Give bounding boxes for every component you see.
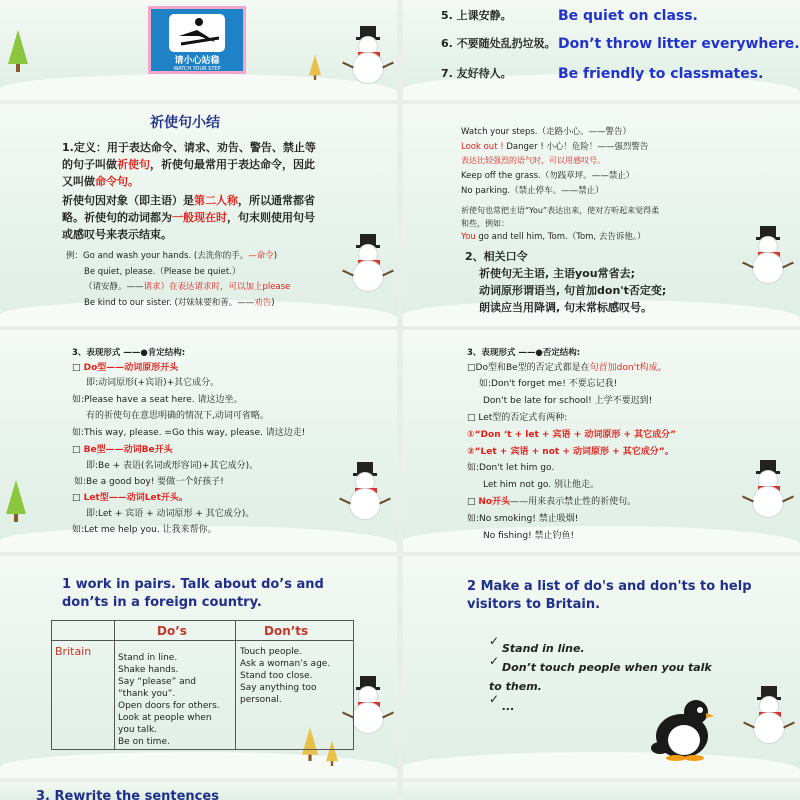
be-type-formula: 即:Be + 表语(名词或形容词)+其它成分)。	[86, 461, 259, 471]
example-1: 例：Go and wash your hands. (去洗你的手。—命令)	[66, 251, 278, 261]
negative-rule: □Do型和Be型的否定式都是在句首加don't构成。	[467, 363, 667, 373]
tree-icon	[8, 30, 28, 64]
list-item: Be on time.	[118, 737, 170, 747]
mnemonic-line-2: 动词原形谓语当, 句首加don't否定变;	[479, 284, 667, 297]
sign-title: 请小心站稳	[174, 56, 220, 66]
form-heading: 3、表现形式 ——●否定结构:	[467, 348, 581, 358]
rule-7-cn: 7. 友好待人。	[441, 67, 512, 80]
let-negative-example-1: 如:Don't let him go.	[467, 463, 555, 473]
snowman-icon	[748, 448, 788, 518]
let-type-example: 如:Let me help you. 让我来帮你。	[72, 525, 217, 535]
example-keep-off: Keep off the grass.（勿践草坪。——禁止）	[461, 171, 635, 181]
slide-class-rules	[403, 0, 800, 100]
list-item: Stand in line.	[118, 653, 178, 663]
slide-watch-your-step	[0, 0, 397, 100]
mnemonic-line-3: 朗读应当用降调, 句末常标感叹号。	[479, 301, 653, 314]
form-heading: 3、表现形式 ——●肯定结构:	[72, 348, 186, 358]
slide-pair-work	[0, 556, 397, 778]
subject-line-3: 或感叹号来表示结束。	[62, 228, 172, 241]
list-item: to them.	[489, 680, 542, 693]
list-item: “thank you”.	[118, 689, 176, 699]
dos-list	[118, 652, 220, 748]
donts-list	[240, 646, 330, 706]
list-item: Ask a woman’s age.	[240, 659, 331, 669]
be-type-example: 如:Be a good boy! 要做一个好孩子!	[74, 477, 224, 487]
let-negative-form-1: ①“Don ‘t + let + 宾语 + 动词原形 + 其它成分”	[467, 430, 677, 440]
task-title-line-2: visitors to Britain.	[467, 597, 601, 612]
list-item: Say “please” and	[118, 677, 197, 687]
list-item: you talk.	[118, 725, 158, 735]
watch-step-sign	[148, 6, 246, 74]
let-negative-example-2: Let him not go. 别让他走。	[483, 480, 599, 490]
rule-7-en: Be friendly to classmates.	[558, 66, 764, 82]
list-item: personal.	[240, 695, 282, 705]
snowman-icon	[348, 664, 388, 734]
negative-example-1: 如:Don't forget me! 不要忘记我!	[479, 379, 618, 389]
list-item: Touch people.	[240, 647, 303, 657]
tree-icon	[309, 55, 321, 75]
slide-affirmative-structure	[0, 330, 397, 552]
let-type-formula: 即:Let + 宾语 + 动词原形 + 其它成分)。	[86, 509, 255, 519]
do-type-note: 有的祈使句在意思明确的情况下,动词可省略。	[86, 411, 269, 421]
do-type-example: 如:Please have a seat here. 请这边坐。	[72, 395, 243, 405]
table-header-dos: Do’s	[157, 624, 187, 638]
example-you-go: You go and tell him, Tom.（Tom, 去告诉他。）	[461, 232, 646, 242]
be-type-title: □ Be型——动词Be开头	[72, 445, 173, 455]
list-item: Stand in line.	[502, 642, 585, 655]
task-title-line-2: don’ts in a foreign country.	[62, 595, 262, 610]
snowman-icon	[348, 14, 388, 84]
example-4: Be kind to our sister. (对妹妹要和善。——劝告)	[84, 298, 275, 308]
slide-imperative-examples	[403, 104, 800, 326]
list-item: Look at people when	[118, 713, 212, 723]
definition-line-2: 的句子叫做祈使句，祈使句最常用于表达命令，因此	[62, 158, 315, 171]
exclamation-note: 表达比较强烈的语气时，可以用感叹号。	[461, 156, 605, 165]
definition-line-1: 1.定义：用于表达命令、请求、劝告、警告、禁止等	[62, 141, 316, 154]
mnemonic-line-1: 祈使句无主语, 主语you常省去;	[479, 267, 635, 280]
list-item: Don’t touch people when you talk	[502, 661, 712, 674]
slide-visitor-list	[403, 556, 800, 778]
list-item: Say anything too	[240, 683, 317, 693]
slip-warning-icon	[169, 14, 225, 52]
example-2: Be quiet, please.（Please be quiet.）	[84, 267, 241, 277]
do-type-formula: 即:动词原形(+宾语)+其它成分。	[86, 378, 220, 388]
slide-blank	[403, 782, 800, 800]
do-type-title: □ Do型——动词原形开头	[72, 363, 179, 373]
dos-donts-table	[51, 620, 354, 750]
let-negative-form-2: ②“Let + 宾语 + not + 动词原形 + 其它成分”。	[467, 447, 674, 457]
subject-you-note-2: 和些，例如：	[461, 219, 509, 228]
checkmark-icon: ✓	[489, 692, 500, 706]
let-negative-title: □ Let型的否定式有两种:	[467, 413, 568, 423]
example-3: （请安静。——请求）在表达请求时，可以加上please	[84, 282, 291, 292]
subject-line-2: 略。祈使句的动词都为一般现在时，句末则使用句号	[62, 211, 315, 224]
task-title: 3. Rewrite the sentences	[36, 789, 219, 800]
checkmark-icon: ✓	[489, 654, 500, 668]
rule-6-cn: 6. 不要随处乱扔垃圾。	[441, 37, 556, 50]
snowman-icon	[348, 222, 388, 292]
list-item: ...	[502, 700, 515, 713]
snowman-icon	[748, 214, 788, 284]
table-header-donts: Don’ts	[264, 624, 309, 638]
subject-line-1: 祈使句因对象（即主语）是第二人称，所以通常都省	[62, 194, 315, 207]
snowman-icon	[749, 674, 789, 744]
penguin-icon	[646, 696, 716, 762]
snowman-icon	[345, 450, 385, 520]
table-row-label: Britain	[55, 645, 92, 658]
rule-6-en: Don’t throw litter everywhere.	[558, 36, 800, 52]
no-type-example-2: No fishing! 禁止钓鱼!	[483, 531, 575, 541]
sign-subtitle: WATCH YOUR STEP	[173, 66, 221, 72]
slide-imperative-summary	[0, 104, 397, 326]
let-type-title: □ Let型——动词Let开头。	[72, 493, 188, 503]
checkmark-icon: ✓	[489, 634, 500, 648]
mnemonic-heading: 2、相关口令	[465, 250, 528, 263]
list-item: Open doors for others.	[118, 701, 220, 711]
slide-rewrite	[0, 782, 397, 800]
negative-example-2: Don't be late for school! 上学不要迟到!	[483, 396, 653, 406]
example-look-out: Look out ! Danger ! 小心！危险！——强烈警告	[461, 142, 649, 152]
subject-you-note-1: 祈使句也常把主语“You”表达出来，使对方听起来觉得柔	[461, 206, 660, 215]
example-no-parking: No parking.（禁止停车。——禁止）	[461, 186, 604, 196]
task-title-line-1: 2 Make a list of do's and don'ts to help	[467, 579, 752, 594]
list-item: Stand too close.	[240, 671, 313, 681]
slide-negative-structure	[403, 330, 800, 552]
no-type-example-1: 如:No smoking! 禁止吸烟!	[467, 514, 579, 524]
tree-icon	[6, 480, 26, 514]
definition-line-3: 又叫做命令句。	[62, 175, 139, 188]
list-item: Shake hands.	[118, 665, 179, 675]
rule-5-cn: 5. 上课安静。	[441, 9, 512, 22]
do-type-example-2: 如:This way, please. =Go this way, please. 请这边走!	[72, 428, 306, 438]
slide-title: 祈使句小结	[150, 115, 220, 131]
example-watch-steps: Watch your steps.（走路小心。——警告）	[461, 127, 631, 137]
task-title-line-1: 1 work in pairs. Talk about do’s and	[62, 577, 324, 592]
no-type-title: □ No开头——用来表示禁止性的祈使句。	[467, 497, 637, 507]
rule-5-en: Be quiet on class.	[558, 8, 698, 24]
